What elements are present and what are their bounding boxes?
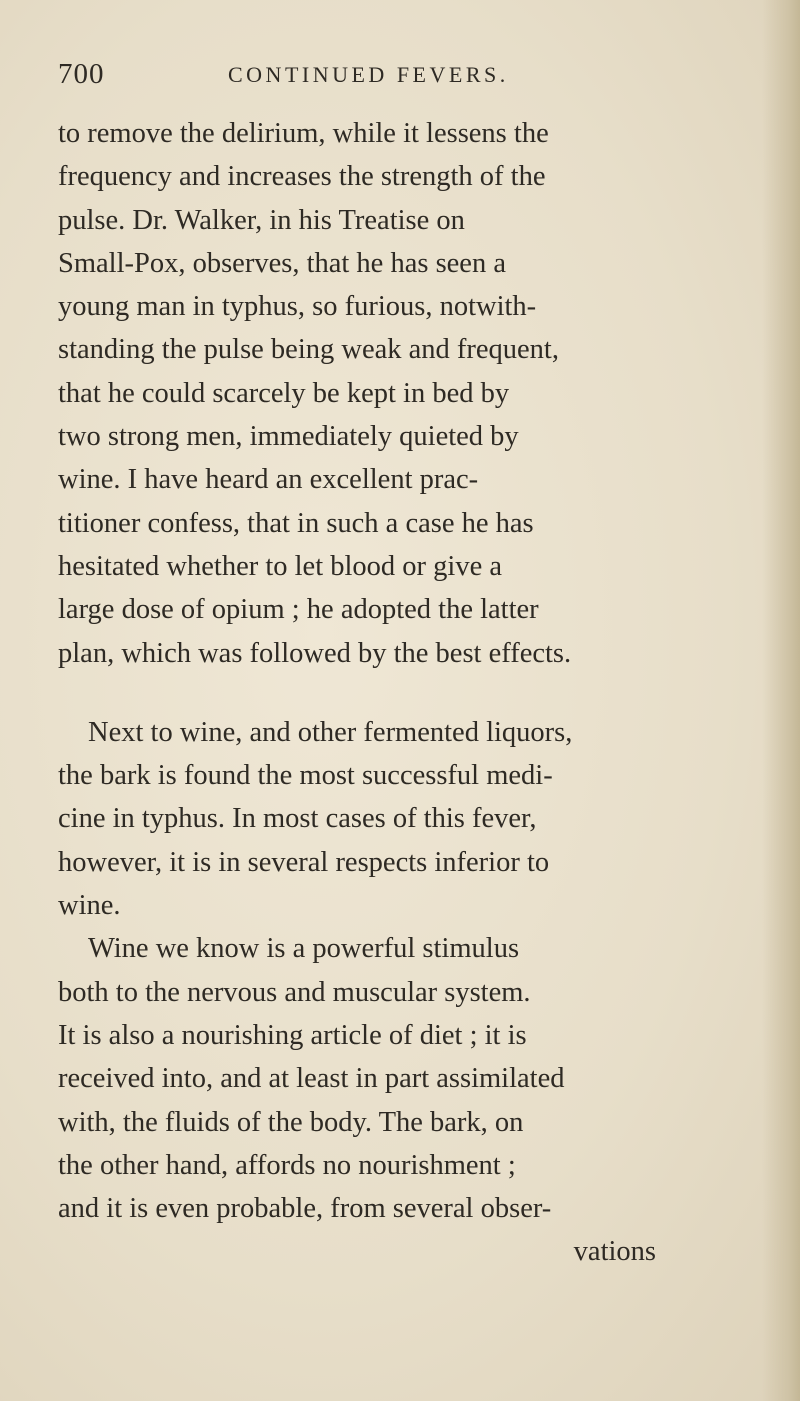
running-head: CONTINUED FEVERS. (228, 62, 509, 87)
text-line: the other hand, affords no nourishment ; (58, 1149, 516, 1181)
text-line: young man in typhus, so furious, notwith- (58, 291, 537, 323)
text-line: received into, and at least in part assimilated (58, 1063, 565, 1095)
text-line: wine. (58, 890, 121, 922)
page-edge-shadow (762, 0, 800, 1401)
text-line: Wine we know is a powerful stimulus (88, 933, 520, 965)
page-number: 700 (58, 58, 105, 90)
text-line: and it is even probable, from several obser- (58, 1193, 552, 1225)
text-line: cine in typhus. In most cases of this fever, (58, 803, 537, 835)
paragraph-1 (58, 112, 718, 675)
text-line: It is also a nourishing article of diet ; it is (58, 1019, 527, 1051)
text-line: wine. I have heard an excellent prac- (58, 464, 479, 496)
text-line: however, it is in several respects inferior to (58, 846, 550, 878)
text-line: hesitated whether to let blood or give a (58, 550, 502, 582)
text-line: with, the fluids of the body. The bark, on (58, 1106, 524, 1138)
body-text (58, 112, 718, 1274)
paragraph-2 (58, 711, 718, 927)
text-line: large dose of opium ; he adopted the latter (58, 594, 539, 626)
text-line: that he could scarcely be kept in bed by (58, 377, 510, 409)
text-line: pulse. Dr. Walker, in his Treatise on (58, 204, 465, 236)
text-line: standing the pulse being weak and frequent, (58, 334, 559, 366)
text-line: the bark is found the most successful medi- (58, 760, 553, 792)
text-line: Small-Pox, observes, that he has seen a (58, 247, 506, 279)
text-line: frequency and increases the strength of the (58, 161, 546, 193)
text-line: Next to wine, and other fermented liquors, (88, 716, 573, 748)
text-line: plan, which was followed by the best effects. (58, 637, 572, 669)
text-line: both to the nervous and muscular system. (58, 976, 531, 1008)
text-line: titioner confess, that in such a case he has (58, 507, 534, 539)
page-header (58, 58, 698, 98)
paragraph-3 (58, 927, 718, 1230)
text-line: two strong men, immediately quieted by (58, 421, 519, 453)
paragraph-gap (58, 675, 718, 711)
catchword: vations (573, 1236, 656, 1268)
text-line: to remove the delirium, while it lessens the (58, 118, 549, 149)
